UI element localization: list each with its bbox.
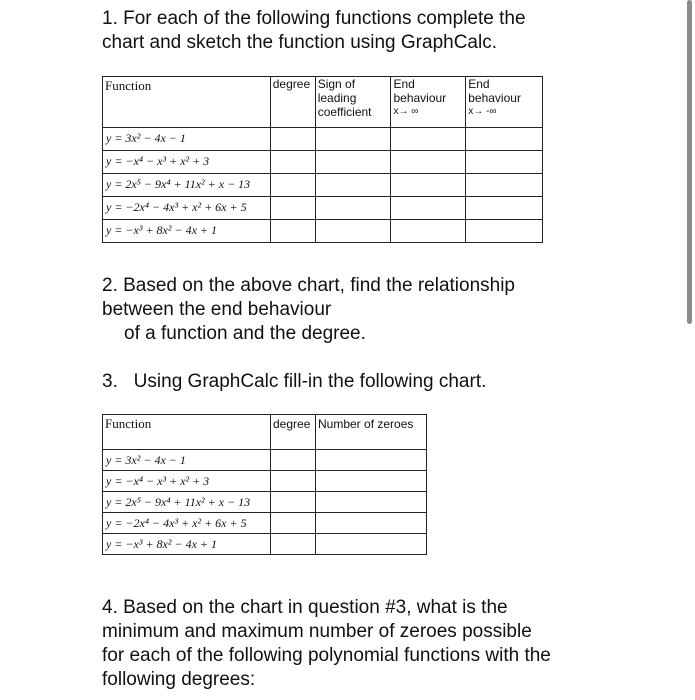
end-neg-cell[interactable]	[466, 151, 543, 174]
end-neg-cell[interactable]	[466, 128, 543, 151]
zeroes-cell[interactable]	[316, 513, 427, 534]
degree-cell[interactable]	[271, 450, 316, 471]
question-4-line-4: following degrees:	[102, 669, 256, 690]
degree-cell[interactable]	[271, 513, 316, 534]
function-cell: y = −2x⁴ − 4x³ + x² + 6x + 5	[103, 513, 271, 534]
header-end-behaviour-neg-inf	[466, 77, 543, 128]
header-function: Function	[103, 77, 271, 128]
header-end-behaviour-pos-inf	[391, 77, 466, 128]
sign-cell[interactable]	[315, 128, 391, 151]
question-1-line-1: 1. For each of the following functions complete the	[102, 8, 526, 29]
table-row	[103, 534, 427, 555]
end-pos-cell[interactable]	[391, 220, 466, 243]
function-cell: y = −2x⁴ − 4x³ + x² + 6x + 5	[103, 197, 271, 220]
end-pos-cell[interactable]	[391, 174, 466, 197]
zeroes-cell[interactable]	[316, 450, 427, 471]
degree-cell[interactable]	[271, 471, 316, 492]
function-cell: y = 3x² − 4x − 1	[103, 450, 271, 471]
table-header-row	[103, 415, 427, 450]
degree-cell[interactable]	[270, 128, 315, 151]
end-pos-cell[interactable]	[391, 197, 466, 220]
question-4-line-3: for each of the following polynomial functions with the	[102, 645, 551, 666]
function-cell: y = −x³ + 8x² − 4x + 1	[103, 220, 271, 243]
zeroes-cell[interactable]	[316, 492, 427, 513]
function-cell: y = 3x² − 4x − 1	[103, 128, 271, 151]
degree-cell[interactable]	[270, 220, 315, 243]
header-degree: degree	[271, 415, 316, 450]
header-end2-line-2: behaviour	[468, 91, 521, 105]
sign-cell[interactable]	[315, 151, 391, 174]
question-4-line-2: minimum and maximum number of zeroes possible	[102, 621, 532, 642]
function-cell: y = −x⁴ − x³ + x² + 3	[103, 471, 271, 492]
header-sign-line-1: Sign of	[317, 77, 356, 91]
table-row	[103, 174, 543, 197]
function-cell: y = 2x⁵ − 9x⁴ + 11x² + x − 13	[103, 492, 271, 513]
end-neg-cell[interactable]	[466, 174, 543, 197]
question-2-line-3: of a function and the degree.	[124, 323, 366, 344]
sign-cell[interactable]	[315, 197, 391, 220]
degree-cell[interactable]	[270, 151, 315, 174]
question-2	[102, 274, 515, 346]
table-header-row	[103, 77, 543, 128]
question-4	[102, 596, 551, 692]
zeroes-table	[102, 414, 427, 555]
function-cell: y = 2x⁵ − 9x⁴ + 11x² + x − 13	[103, 174, 271, 197]
sign-cell[interactable]	[315, 174, 391, 197]
degree-cell[interactable]	[271, 534, 316, 555]
function-cell: y = −x³ + 8x² − 4x + 1	[103, 534, 271, 555]
end-behaviour-table	[102, 76, 543, 243]
header-end2-line-3: x→ -∞	[468, 106, 497, 117]
header-sign-line-3: coefficient	[317, 105, 372, 119]
question-3: 3. Using GraphCalc fill-in the following chart.	[102, 371, 487, 392]
header-function: Function	[103, 415, 271, 450]
table-row	[103, 492, 427, 513]
header-number-of-zeroes: Number of zeroes	[316, 415, 427, 450]
question-2-line-1: 2. Based on the above chart, find the relationship	[102, 275, 515, 296]
header-sign-line-2: leading	[317, 91, 357, 105]
question-1	[102, 7, 526, 55]
vertical-scrollbar[interactable]	[687, 0, 692, 324]
header-sign-leading-coefficient	[315, 77, 391, 128]
end-pos-cell[interactable]	[391, 151, 466, 174]
zeroes-cell[interactable]	[316, 471, 427, 492]
table-row	[103, 151, 543, 174]
degree-cell[interactable]	[270, 197, 315, 220]
question-2-line-2: between the end behaviour	[102, 299, 332, 320]
end-neg-cell[interactable]	[466, 197, 543, 220]
zeroes-cell[interactable]	[316, 534, 427, 555]
table-row	[103, 128, 543, 151]
table-row	[103, 450, 427, 471]
end-pos-cell[interactable]	[391, 128, 466, 151]
header-end1-line-2: behaviour	[393, 91, 447, 105]
table-row	[103, 197, 543, 220]
table-row	[103, 471, 427, 492]
header-end1-line-1: End	[393, 77, 415, 91]
degree-cell[interactable]	[271, 492, 316, 513]
header-end2-line-1: End	[468, 77, 490, 91]
table-row	[103, 513, 427, 534]
question-4-line-1: 4. Based on the chart in question #3, what is the	[102, 597, 508, 618]
question-1-line-2: chart and sketch the function using GraphCalc.	[102, 32, 498, 53]
degree-cell[interactable]	[270, 174, 315, 197]
header-degree: degree	[270, 77, 315, 128]
header-end1-line-3: x→ ∞	[393, 106, 419, 117]
table-row	[103, 220, 543, 243]
end-neg-cell[interactable]	[466, 220, 543, 243]
sign-cell[interactable]	[315, 220, 391, 243]
function-cell: y = −x⁴ − x³ + x² + 3	[103, 151, 271, 174]
